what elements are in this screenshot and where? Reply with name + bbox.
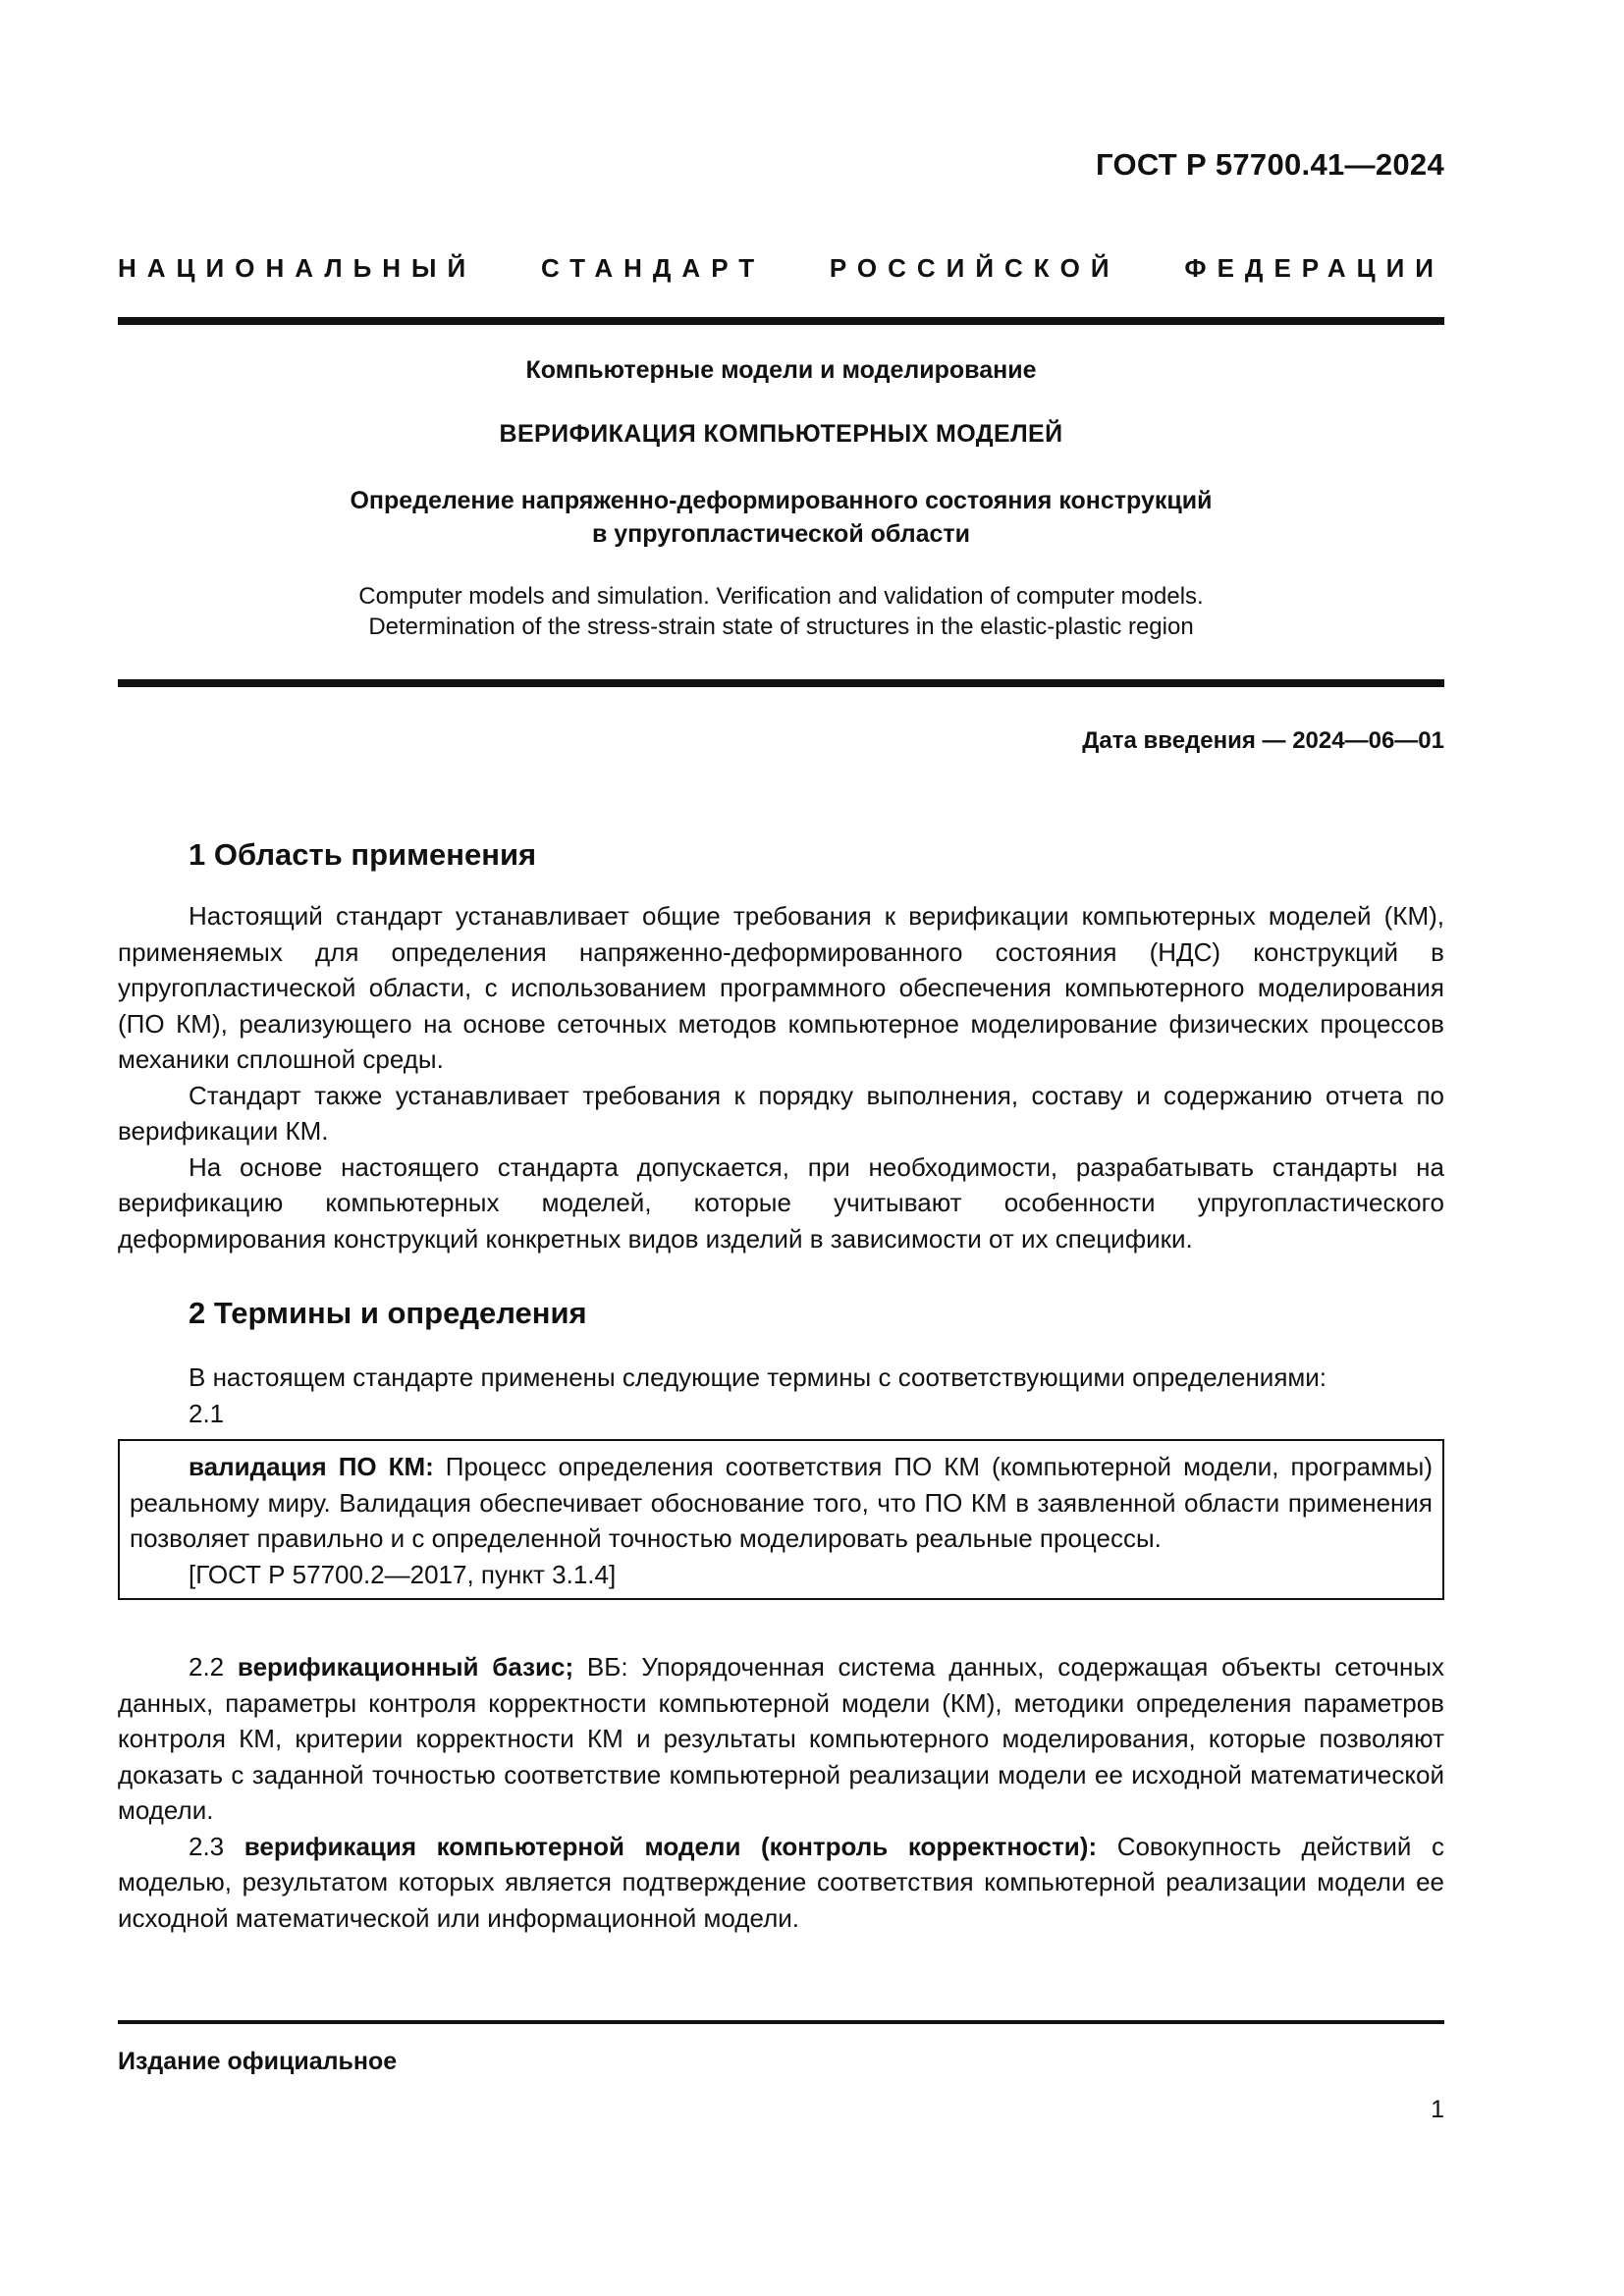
- english-title-b: Determination of the stress-strain state of structures in the elastic-plastic region: [368, 614, 1194, 640]
- official-edition-label: Издание официальное: [118, 2048, 398, 2075]
- term-2-2: [118, 1649, 1444, 1829]
- title-line-3b: в упругопластической области: [591, 520, 971, 548]
- top-rule: [118, 317, 1444, 325]
- term-2-1-term: валидация ПО КМ:: [189, 1452, 434, 1481]
- english-title: [118, 581, 1444, 642]
- section-1-heading: 1 Область применения: [189, 837, 537, 872]
- term-2-2-term: верификационный базис;: [237, 1652, 574, 1682]
- section-2-intro-block: [118, 1360, 1444, 1431]
- introduction-date: Дата введения — 2024—06—01: [1082, 727, 1444, 754]
- term-2-2-text: ВБ: Упорядоченная система данных, содержащая объекты сеточных данных, параметры контроля корректности компьютерной модели (КМ), методики определения параметров контроля КМ, критерии корректности КМ и результаты компьютерного моделирования, которые позволяют доказать с заданной точностью соответствие компьютерной реализации модели ее исходной математической модели.: [118, 1652, 1445, 1825]
- term-2-1-number: 2.1: [189, 1398, 225, 1428]
- term-2-3-text: Совокупность действий с моделью, результатом которых является подтверждение соответствия компьютерной реализации модели ее исходной математической или информационной модели.: [118, 1831, 1445, 1933]
- footer-rule: [118, 2020, 1444, 2024]
- term-2-2-number: 2.2: [189, 1652, 238, 1682]
- section-2-heading: 2 Термины и определения: [189, 1296, 587, 1330]
- term-2-1-definition: [130, 1449, 1433, 1557]
- page-number: 1: [1431, 2096, 1444, 2123]
- section-1-paragraph-2: Стандарт также устанавливает требования к порядку выполнения, составу и содержанию отчета по верификации КМ.: [118, 1080, 1444, 1146]
- title-line-3a: Определение напряженно-деформированного состояния конструкций: [350, 487, 1213, 514]
- gost-number: ГОСТ Р 57700.41—2024: [1096, 147, 1444, 182]
- section-1-paragraph-3: На основе настоящего стандарта допускается, при необходимости, разрабатывать стандарты на верификацию компьютерных моделей, которые учитывают особенности упругопластического деформирования конструкций конкретных видов изделий в зависимости от их специфики.: [118, 1151, 1444, 1254]
- term-2-1-text: Процесс определения соответствия ПО КМ (компьютерной модели, программы) реальному миру. Валидация обеспечивает обоснование того, что ПО КМ в заявленной области применения позволяет правильно и с определенной точностью моделировать реальные процессы.: [130, 1452, 1434, 1553]
- section-1-paragraph-1: Настоящий стандарт устанавливает общие требования к верификации компьютерных моделей (КМ), применяемых для определения напряженно-деформированного состояния (НДС) конструкций в упругопластической области, с использованием программного обеспечения компьютерного моделирования (ПО КМ), реализующего на основе сеточных методов компьютерное моделирование физических процессов механики сплошной среды.: [118, 901, 1444, 1074]
- middle-rule: [118, 679, 1444, 687]
- english-title-a: Computer models and simulation. Verification and validation of computer models.: [358, 583, 1204, 610]
- title-line-2: ВЕРИФИКАЦИЯ КОМПЬЮТЕРНЫХ МОДЕЛЕЙ: [499, 420, 1063, 448]
- term-2-3: [118, 1829, 1444, 1937]
- national-standard-banner: НАЦИОНАЛЬНЫЙ СТАНДАРТ РОССИЙСКОЙ ФЕДЕРАЦИИ: [118, 253, 1444, 283]
- section-1-body: [118, 898, 1444, 1256]
- section-2-intro: В настоящем стандарте применены следующие термины с соответствующими определениями:: [189, 1362, 1327, 1392]
- title-line-1: Компьютерные модели и моделирование: [525, 356, 1037, 384]
- term-2-3-term: верификация компьютерной модели (контроль корректности):: [244, 1831, 1098, 1861]
- term-2-1-reference: [ГОСТ Р 57700.2—2017, пункт 3.1.4]: [189, 1559, 617, 1589]
- title-line-3: [118, 484, 1444, 551]
- terms-continued: [118, 1649, 1444, 1936]
- term-2-3-number: 2.3: [189, 1831, 244, 1861]
- term-2-1-box: [118, 1439, 1444, 1600]
